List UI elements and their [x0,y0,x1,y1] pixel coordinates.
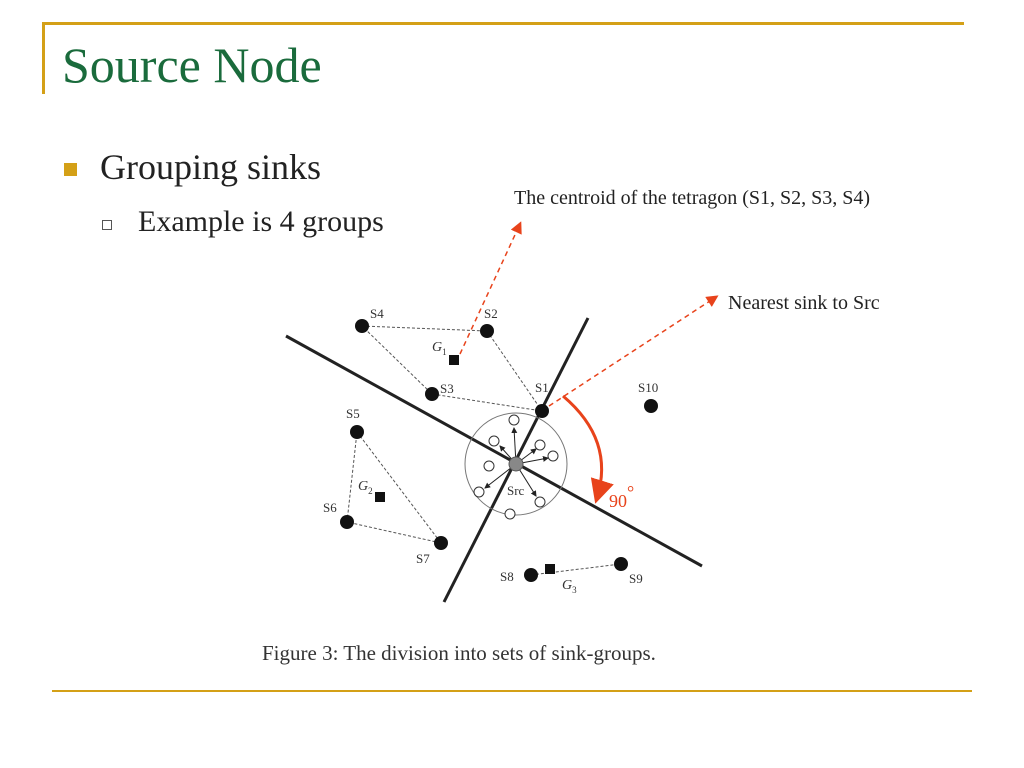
sink-label-s1: S1 [535,380,549,395]
division-line-1 [286,336,702,566]
centroid-label-g1: $G_1$ [432,340,447,357]
nearest-sink-pointer-arrow [549,297,716,406]
sink-label-s2: S2 [484,306,498,321]
sink-s2 [480,324,494,338]
centroid-label-g3: $G_3$ [562,578,577,595]
sink-s8 [524,568,538,582]
angle-label: 90° [609,482,635,511]
group1-tetragon [362,326,542,411]
sink-label-s10: S10 [638,380,659,395]
centroid-annotation: The centroid of the tetragon (S1, S2, S3, S4) [514,187,871,209]
sink-label-s6: S6 [323,500,337,515]
sub-bullet-example: Example is 4 groups [138,205,384,238]
group3-link [531,564,621,575]
sink-s7 [434,536,448,550]
sink-s6 [340,515,354,529]
centroid-g2 [375,492,385,502]
sink-s1 [535,404,549,418]
source-node [509,457,523,471]
nearest-sink-annotation: Nearest sink to Src [728,292,880,314]
figure-caption: Figure 3: The division into sets of sink-groups. [262,641,656,665]
sink-label-s5: S5 [346,406,360,421]
slide-title: Source Node [62,37,322,93]
sink-label-s3: S3 [440,381,454,396]
sink-s4 [355,319,369,333]
sink-s10 [644,399,658,413]
centroid-g3 [545,564,555,574]
centroid-label-g2: $G_2$ [358,479,373,496]
right-angle-arc [563,396,602,498]
source-label: Src [507,483,525,498]
sink-s3 [425,387,439,401]
sink-label-s8: S8 [500,569,514,584]
sink-s9 [614,557,628,571]
sink-label-s4: S4 [370,306,384,321]
bottom-accent-rule [52,690,972,692]
sink-label-s9: S9 [629,571,643,586]
centroid-g1 [449,355,459,365]
sink-label-s7: S7 [416,551,430,566]
sink-s5 [350,425,364,439]
bullet-grouping-sinks: Grouping sinks [100,147,322,187]
